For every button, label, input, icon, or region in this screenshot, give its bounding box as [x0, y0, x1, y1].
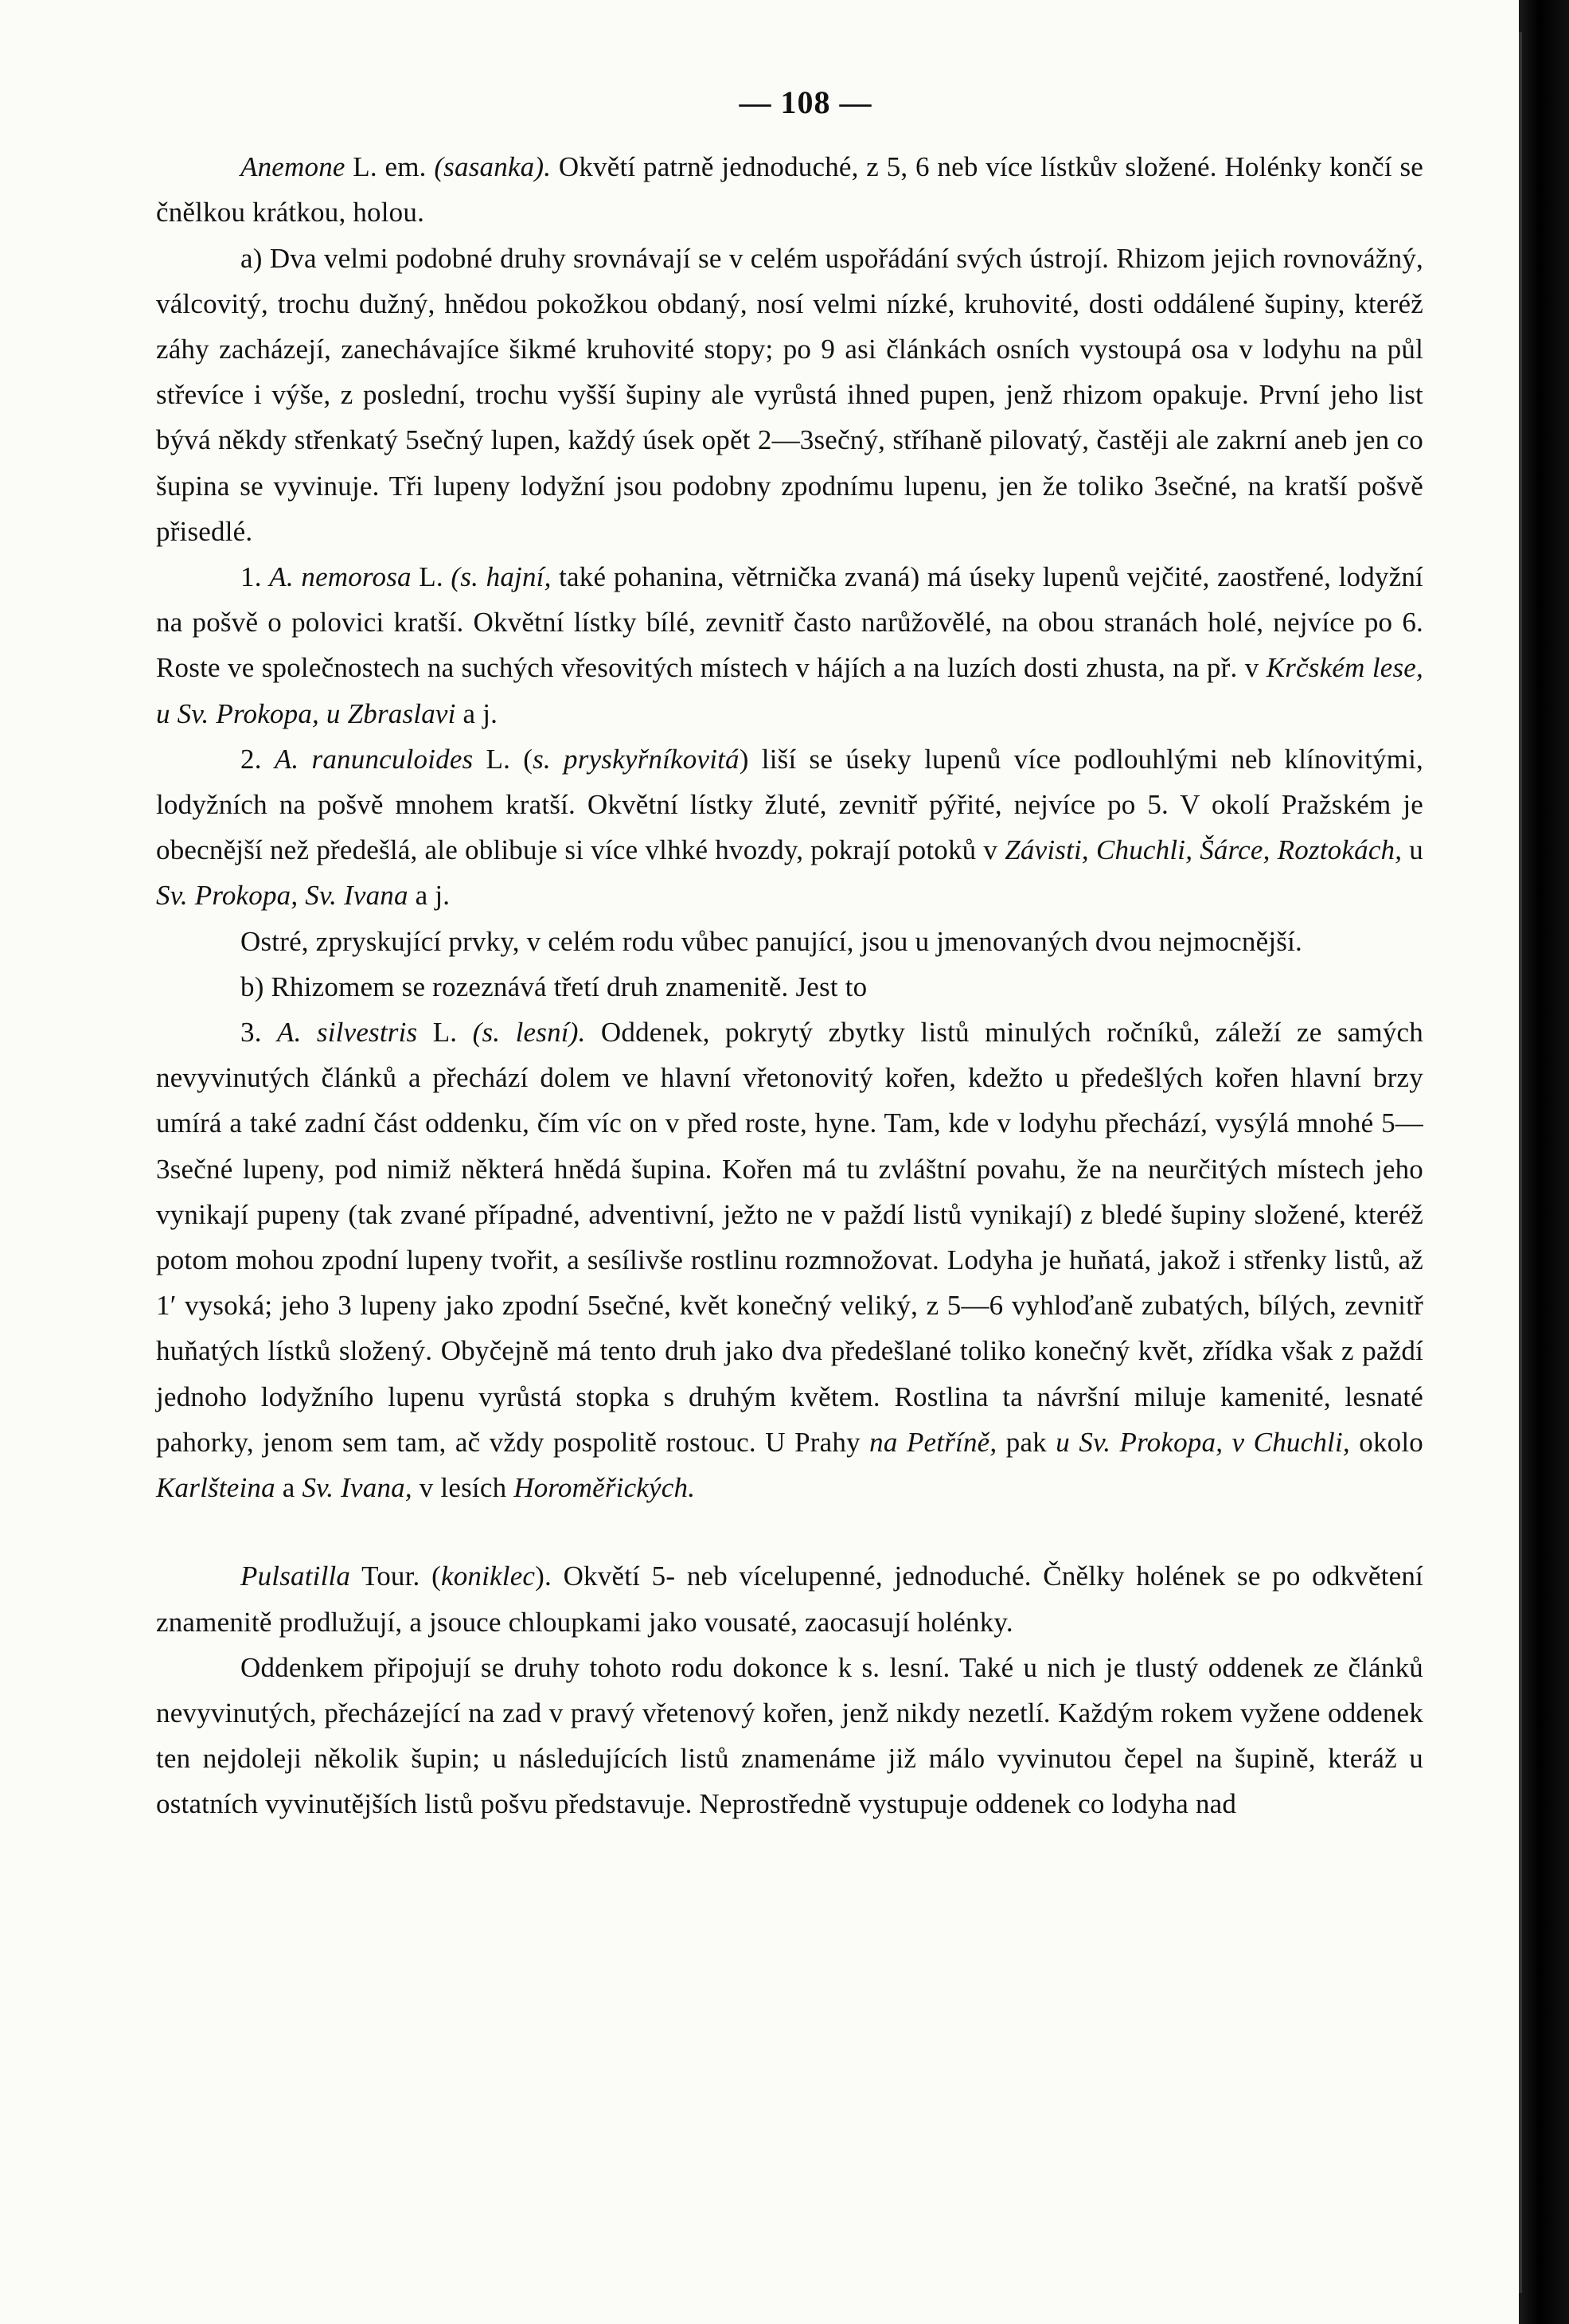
paragraph-anemone: Anemone L. em. (sasanka). Okvětí patrně jednoduché, z 5, 6 neb více lístkův složené. Holénky končí se čnělkou krátkou, holou.: [156, 151, 1423, 228]
paragraph-nemorosa: 1. A. nemorosa L. (s. hajní, také pohanina, větrnička zvaná) má úseky lupenů vejčité, zaostřené, lodyžní na pošvě o polovici kratší. Okvětní lístky bílé, zevnitř často narůžovělé, na obou stranách holé, nejvíce po 6. Roste ve společnostech na suchých vřesovitých místech v hájích a na luzích dosti zhusta, na př. v Krčském lese, u Sv. Prokopa, u Zbraslavi a j.: [156, 561, 1423, 729]
page-edge-line: [1519, 32, 1522, 2293]
paragraph-silvestris: 3. A. silvestris L. (s. lesní). Oddenek, pokrytý zbytky listů minulých ročníků, záleží ze samých nevyvinutých článků a přechází dolem ve hlavní vřetonovitý kořen, kdežto u předešlých kořen hlavní brzy umírá a také zadní část oddenku, čím víc on v před roste, hyne. Tam, kde v lodyhu přechází, vysýlá mnohé 5—3sečné lupeny, pod nimiž některá hnědá šupina. Kořen má tu zvláštní povahu, že na neurčitých místech jeho vynikají pupeny (tak zvané případné, adventivní, ježto ne v paždí listů vynikají) z bledé šupiny složené, kteréž potom mohou zpodní lupeny tvořit, a sesílivše rostlinu rozmnožovat. Lodyha je huňatá, jakož i střenky listů, až 1′ vysoká; jeho 3 lupeny jako zpodní 5sečné, květ konečný veliký, z 5—6 vyhloďaně zubatých, bílých, zevnitř huňatých lístků složený. Obyčejně má tento druh jako dva předešlané toliko konečný květ, zřídka však z paždí jednoho lodyžního lupenu vyrůstá stopka s druhým květem. Rostlina ta návršní miluje kamenité, lesnaté pahorky, jenom sem tam, ač vždy pospolitě rostouc. U Prahy na Petříně, pak u Sv. Prokopa, v Chuchli, okolo Karlšteina a Sv. Ivana, v lesích Horoměřických.: [156, 1017, 1423, 1504]
paragraph-section-b: b) Rhizomem se rozeznává třetí druh znamenitě. Jest to: [240, 971, 868, 1002]
paragraph-ranunculoides: 2. A. ranunculoides L. (s. pryskyřníkovitá) liší se úseky lupenů více podlouhlými neb klínovitými, lodyžních na pošvě mnohem kratší. Okvětní lístky žluté, zevnitř pýřité, nejvíce po 5. V okolí Pražském je obecnější než předešlá, ale oblibuje si více vlhké hvozdy, pokrají potoků v Závisti, Chuchli, Šárce, Roztokách, u Sv. Prokopa, Sv. Ivana a j.: [156, 743, 1424, 912]
paragraph-oddenkem: Oddenkem připojují se druhy tohoto rodu dokonce k s. lesní. Také u nich je tlustý oddenek ze článků nevyvinutých, přecházející na zad v pravý vřetenový kořen, jenž nikdy nezetlí. Každým rokem vyžene oddenek ten nejdoleji několik šupin; u následujících listů znamenáme již málo vyvinutou čepel na šupině, kteráž u ostatních vyvinutějších listů pošvu představuje. Neprostředně vystupuje oddenek co lodyha nad: [156, 1651, 1423, 1820]
paragraph-prvky: Ostré, zpryskující prvky, v celém rodu vůbec panující, jsou u jmenovaných dvou nejmocnější.: [240, 925, 1302, 957]
paragraph-pulsatilla: Pulsatilla Tour. (koniklec). Okvětí 5- neb vícelupenné, jednoduché. Čnělky holének se po odkvětení znamenitě prodlužují, a jsouce chloupkami jako vousaté, zaocasují holénky.: [156, 1560, 1423, 1638]
page-text: [156, 80, 1423, 1827]
paragraph-section-a: a) Dva velmi podobné druhy srovnávají se v celém uspořádání svých ústrojí. Rhizom jejich rovnovážný, válcovitý, trochu dužný, hnědou pokožkou obdaný, nosí velmi nízké, kruhovité, dosti oddálené šupiny, kteréž záhy zacházejí, zanechávajíce šikmé kruhovité stopy; po 9 asi článkách osních vystoupá osa v lodyhu na půl střevíce i výše, z poslední, trochu vyšší šupiny ale vyrůstá ihned pupen, jenž rhizom opakuje. První jeho list bývá někdy střenkatý 5sečný lupen, každý úsek opět 2—3sečný, stříhaně pilovatý, častěji ale zakrní aneb jen co šupina se vyvinuje. Tři lupeny lodyžní jsou podobny zpodnímu lupenu, jen že toliko 3sečné, na kratší pošvě přisedlé.: [156, 242, 1423, 547]
page-edge-shadow: [1519, 0, 1569, 2324]
page-number: — 108 —: [739, 84, 872, 120]
